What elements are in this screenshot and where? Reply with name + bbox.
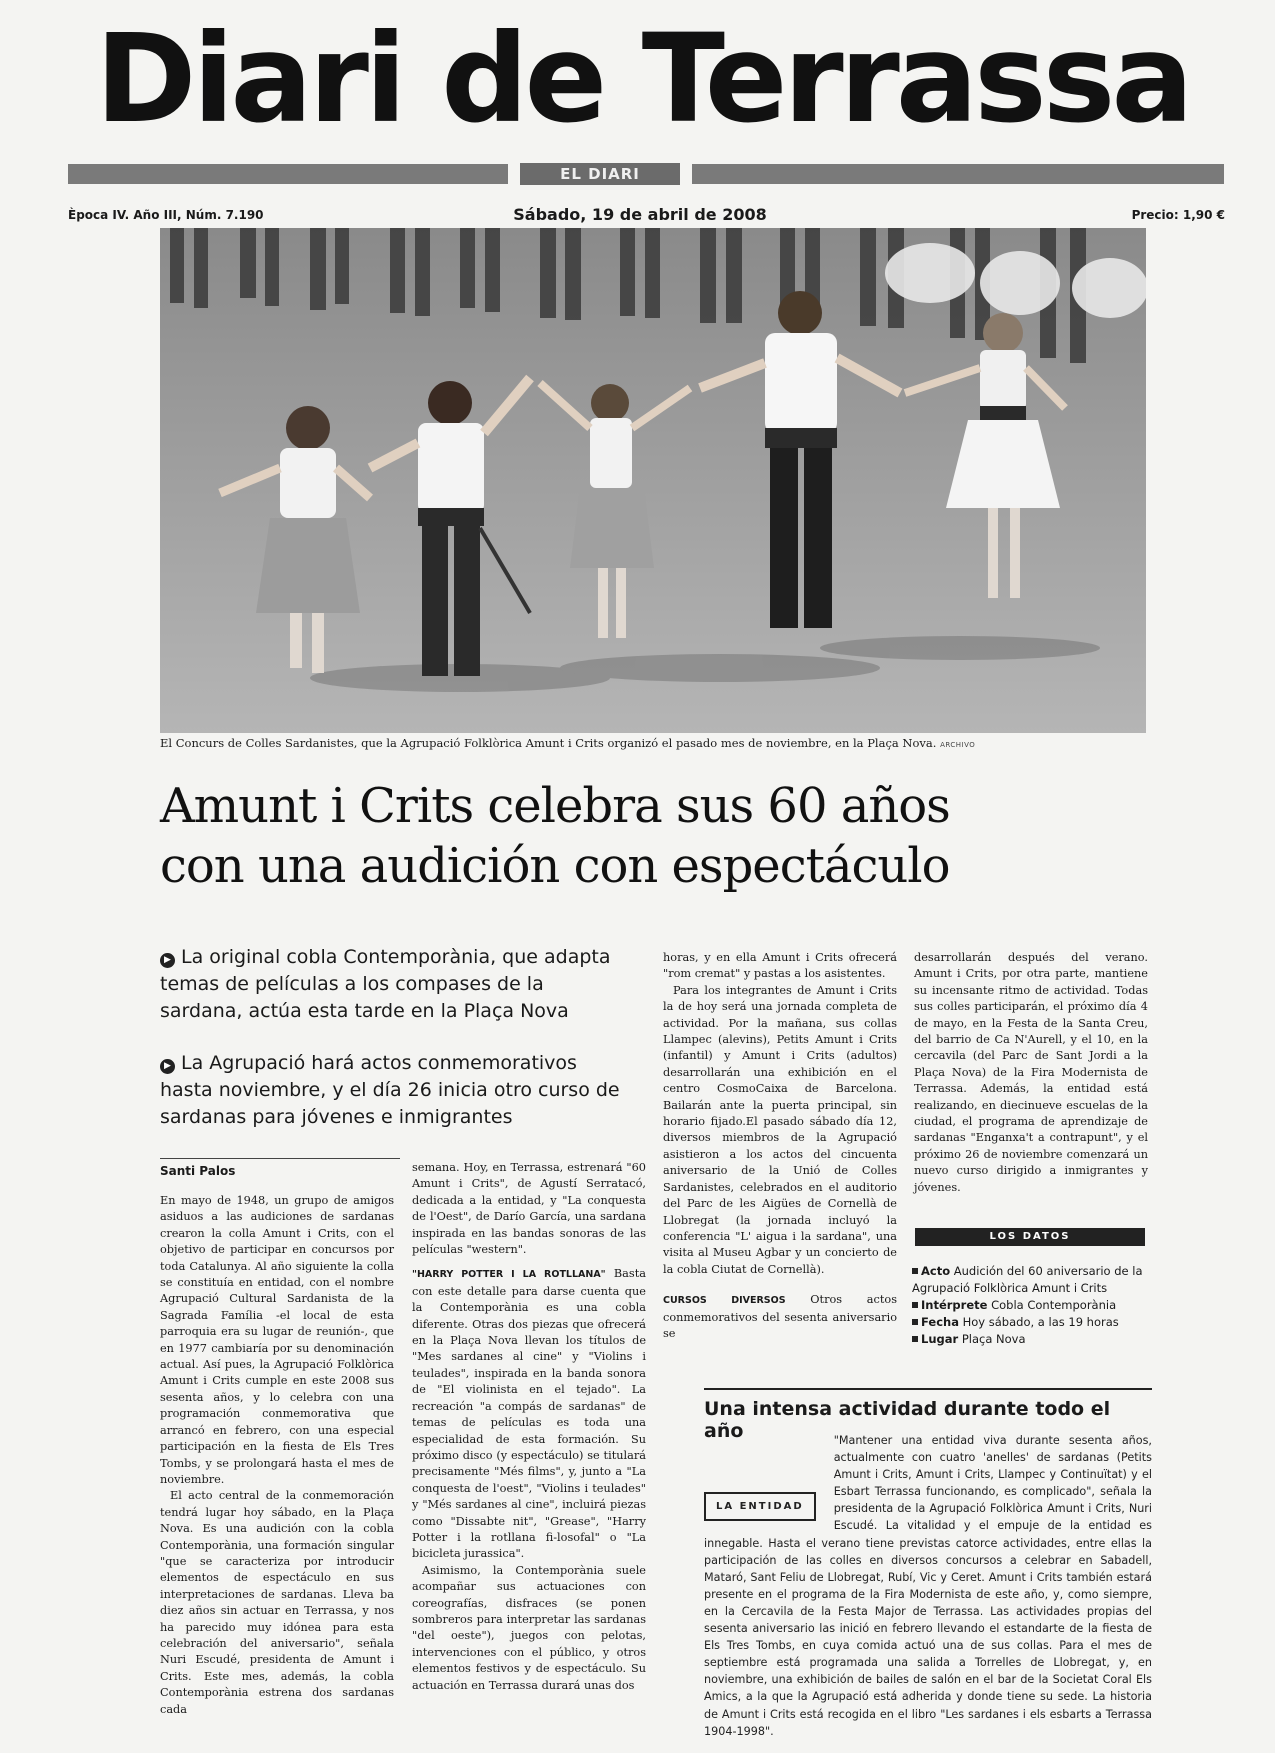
- square-bullet-icon: [912, 1302, 918, 1308]
- sidebar-body: "Mantener una entidad viva durante sesenta años, actualmente con cuatro 'anelles' de sardanas (Petits Amunt i Crits, Amunt i Crits, Llampec y Continuïtat) y el Esbart Terrassa funcionando, es complicado", señala la presidenta de la Agrupació Folklòrica Amunt i Crits, Nuri Escudé. La vitalidad y el empuje de la entidad es innegable. Hasta el verano tiene previstas catorce actividades, entre ellas la participación de las colles en diversos concursos a celebrar en Sabadell, Mataró, Sant Feliu de Llobregat, Rubí, Vic y Ceret. Amunt i Crits también estará presente en el programa de la Fira Modernista de este año, y, como siempre, en la Cercavila de la Festa Major de Terrassa. Las actividades propias del sesenta aniversario las inició en febrero llevando el estandarte de la fiesta de Els Tres Tombs, en cuya comida actuó una de sus collas. Para el mes de septiembre está programada una salida a Torrelles de Llobregat, y, en noviembre, una exhibición de bailes de salón en el bar de la Societat Coral Els Amics, a la que la Agrupació está adherida y donde tiene su sede. La historia de Amunt i Crits está recogida en el libro "Les sardanes i els esbarts a Terrassa 1904-1998".: [704, 1434, 1152, 1738]
- paragraph: horas, y en ella Amunt i Crits ofrecerá "rom cremat" y pastas a los asistentes.: [663, 951, 897, 981]
- article-column-4: [914, 950, 1148, 1196]
- square-bullet-icon: [912, 1319, 918, 1325]
- sardana-dancers-photo: [160, 228, 1146, 733]
- paragraph: Asimismo, la Contemporània suele acompañar sus actuaciones con coreografías, disfraces (se ponen sombreros para interpretar las sardanas "del oeste"), juegos con pelotas, intervenciones con el público, y otros elementos festivos y de espectáculo. Su actuación en Terrassa durará unas dos: [412, 1563, 646, 1692]
- issue-date: Sábado, 19 de abril de 2008: [513, 205, 767, 224]
- sidebar-label: LA ENTIDAD: [704, 1492, 816, 1521]
- bullet-icon: ▶: [160, 953, 175, 968]
- article-column-2: [412, 1160, 646, 1694]
- headline-line-2: con una audición con espectáculo: [160, 838, 950, 894]
- datos-box: [912, 1263, 1152, 1348]
- byline: Santi Palos: [160, 1164, 236, 1178]
- masthead-band-left: [68, 164, 508, 184]
- article-column-1: [160, 1193, 394, 1718]
- subheading: "HARRY POTTER I LA ROTLLANA": [412, 1269, 606, 1281]
- sidebar-title: Una intensa actividad durante todo el año: [704, 1398, 1111, 1442]
- article-column-3: [663, 950, 897, 1342]
- sidebar-text: [704, 1432, 1152, 1740]
- bullet-icon: ▶: [160, 1059, 175, 1074]
- paragraph: [412, 1266, 646, 1562]
- deck-item-2: [160, 1050, 620, 1131]
- paragraph: El acto central de la conmemoración tendrá lugar hoy sábado, en la Plaça Nova. Es una audición con la cobla Contemporània, una formación singular "que se caracteriza por introducir elementos de espectáculo en sus interpretaciones de sardanas. Lleva ba diez años sin actuar en Terrassa, y nos ha parecido muy idónea para esta celebración del aniversario", señala Nuri Escudé, presidenta de Amunt i Crits. Este mes, además, la cobla Contemporània estrena dos sardanas cada: [160, 1489, 394, 1716]
- deck-item-1-text: La original cobla Contemporània, que adapta temas de películas a los compases de la sardana, actúa esta tarde en la Plaça Nova: [160, 946, 611, 1022]
- masthead-band-right: [692, 164, 1224, 184]
- headline: [160, 776, 1160, 896]
- byline-rule: [160, 1158, 400, 1159]
- headline-line-1: Amunt i Crits celebra sus 60 años: [160, 778, 950, 834]
- square-bullet-icon: [912, 1336, 918, 1342]
- paragraph: Para los integrantes de Amunt i Crits la de hoy será una jornada completa de actividad. Por la mañana, sus collas Llampec (alevins), Petits Amunt i Crits (infantil) y Amunt i Crits (adultos) desarrollarán una exhibición en el centro CosmoCaixa de Barcelona. Bailarán ante la puerta principal, sin horario fijado.El pasado sábado día 12, diversos miembros de la Agrupació asistieron a los actos del cincuenta aniversario de la Unió de Colles Sardanistes, celebrados en el auditorio del Parc de les Aigües de Cornellà de Llobregat (la jornada incluyó la conferencia "L' aigua i la sardana", una visita al Museu Agbar y un concierto de la cobla Ciutat de Cornellà).: [663, 983, 897, 1276]
- datos-fecha: Fecha Hoy sábado, a las 19 horas: [912, 1314, 1152, 1331]
- sidebar-rule: [704, 1388, 1152, 1390]
- masthead-band-label: EL DIARI: [520, 163, 680, 185]
- photo-caption: [160, 736, 1146, 750]
- paragraph-text: Basta con este detalle para darse cuenta que la Contemporània es una cobla diferente. Otras dos piezas que ofrecerá en la Plaça Nova llevan los títulos de "Mes sardanes al cine" y "Violins i teulades", inspirada en la banda sonora de "El violinista en el tejado". La recreación "a compás de sardanas" de temas de películas es toda una especialidad de esta formación. Su próximo disco (y espectáculo) se titulará precisamente "Més films", y, junto a "La conquesta de l'oest", "Violins i teulades" y "Més sardanes al cine", incluirá piezas como "Dissabte nit", "Grease", "Harry Potter i la rotllana fi-losofal" o "La bicicleta jurassica".: [412, 1267, 646, 1561]
- issue-info: Època IV. Año III, Núm. 7.190: [68, 208, 264, 222]
- paragraph-text: Otros actos conmemorativos del sesenta aniversario se: [663, 1293, 898, 1340]
- deck-item-2-text: La Agrupació hará actos conmemorativos hasta noviembre, y el día 26 inicia otro curso de sardanas para jóvenes e inmigrantes: [160, 1052, 620, 1128]
- paragraph: [663, 1292, 897, 1342]
- paragraph: desarrollarán después del verano. Amunt i Crits, por otra parte, mantiene su incensante ritmo de actividad. Todas sus colles participarán, el próximo día 4 de mayo, en la Festa de la Santa Creu, del barrio de Ca N'Aurell, y el 10, en la cercavila (del Parc de Sant Jordi a la Plaça Nova) de la Fira Modernista de Terrassa. Además, la entidad está realizando, en diecinueve escuelas de la ciudad, el programa de aprendizaje de sardanas "Enganxa't a contrapunt", y el próximo 26 de noviembre comenzará un nuevo curso dirigido a inmigrantes y jóvenes.: [914, 951, 1148, 1194]
- subheading: CURSOS DIVERSOS: [663, 1295, 786, 1307]
- datos-interprete: Intérprete Cobla Contemporània: [912, 1297, 1152, 1314]
- masthead-title: Diari de Terrassa: [95, 8, 1190, 150]
- paragraph: En mayo de 1948, un grupo de amigos asiduos a las audiciones de sardanas crearon la colla Amunt i Crits, con el objetivo de participar en concursos por toda Catalunya. Al año siguiente la colla se constituía en entidad, con el nombre Agrupació Cultural Sardanista de la Sagrada Família -el local de esta parroquia era su lugar de reunión-, que en 1977 cambiaría por su denominación actual. Así pues, la Agrupació Folklòrica Amunt i Crits cumple en este 2008 sus sesenta años, y lo celebra con una programación conmemorativa que arrancó en febrero, con una especial participación en la fiesta de Els Tres Tombs, y se prolongará hasta el mes de noviembre.: [160, 1194, 394, 1486]
- square-bullet-icon: [912, 1268, 918, 1274]
- photo-credit: ARCHIVO: [940, 741, 976, 749]
- datos-box-title: LOS DATOS: [915, 1228, 1145, 1246]
- paragraph: semana. Hoy, en Terrassa, estrenará "60 Amunt i Crits", de Agustí Serratacó, dedicada a la entidad, y "La conquesta de l'Oest", de Darío García, una sardana inspirada en las bandas sonoras de las películas "western".: [412, 1161, 646, 1257]
- deck-item-1: [160, 944, 620, 1025]
- datos-acto: Acto Audición del 60 aniversario de la Agrupació Folklòrica Amunt i Crits: [912, 1264, 1143, 1295]
- photo-caption-text: El Concurs de Colles Sardanistes, que la Agrupació Folklòrica Amunt i Crits organizó el pasado mes de noviembre, en la Plaça Nova.: [160, 736, 937, 750]
- issue-price: Precio: 1,90 €: [1131, 208, 1225, 222]
- datos-lugar: Lugar Plaça Nova: [912, 1331, 1152, 1348]
